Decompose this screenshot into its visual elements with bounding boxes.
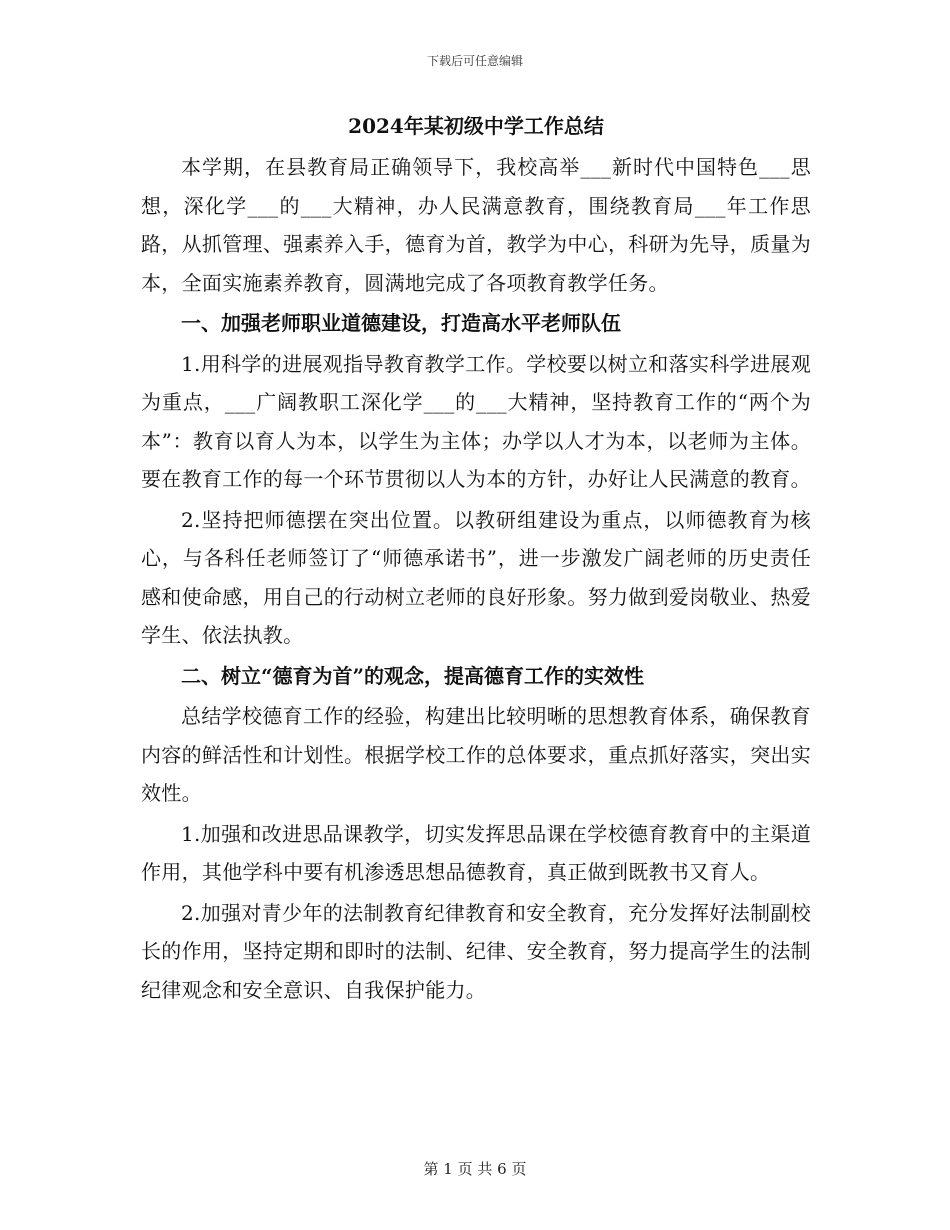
document-title: 2024年某初级中学工作总结	[348, 114, 604, 138]
section-2-paragraph-1: 1.加强和改进思品课教学，切实发挥思品课在学校德育教育中的主渠道作用，其他学科中要有机渗透思想品德教育，真正做到既教书又育人。	[141, 821, 811, 884]
section-1-paragraph-2: 2.坚持把师德摆在突出位置。以教研组建设为重点，以师德教育为核心，与各科任老师签订了“师德承诺书”，进一步激发广阔老师的历史责任感和使命感，用自己的行动树立老师的良好形象。努力做到爱岗敬业、热爱学生、依法执教。	[141, 507, 811, 647]
document-body	[141, 112, 811, 1011]
page-number: 第 1 页 共 6 页	[423, 1160, 527, 1178]
section-2-intro-paragraph: 总结学校德育工作的经验，构建出比较明晰的思想教育体系，确保教育内容的鲜活性和计划性。根据学校工作的总体要求，重点抓好落实，突出实效性。	[141, 704, 811, 805]
download-note: 下载后可任意编辑	[426, 54, 523, 68]
section-2-heading: 二、树立“德育为首”的观念，提高德育工作的实效性	[181, 663, 645, 688]
section-1-paragraph-1: 1.用科学的进展观指导教育教学工作。学校要以树立和落实科学进展观为重点，___广阔教职工深化学___的___大精神，坚持教育工作的“两个为本”：教育以育人为本，以学生为主体；办学以人才为本，以老师为主体。要在教育工作的每一个环节贯彻以人为本的方针，办好让人民满意的教育。	[141, 351, 811, 491]
section-2-paragraph-2: 2.加强对青少年的法制教育纪律教育和安全教育，充分发挥好法制副校长的作用，坚持定期和即时的法制、纪律、安全教育，努力提高学生的法制纪律观念和安全意识、自我保护能力。	[141, 900, 811, 1002]
section-1-heading: 一、加强老师职业道德建设，打造高水平老师队伍	[181, 311, 621, 335]
intro-paragraph: 本学期，在县教育局正确领导下，我校高举___新时代中国特色___思想，深化学___的___大精神，办人民满意教育，围绕教育局___年工作思路，从抓管理、强素养入手，德育为首，教学为中心，科研为先导，质量为本，全面实施素养教育，圆满地完成了各项教育教学任务。	[141, 155, 811, 295]
